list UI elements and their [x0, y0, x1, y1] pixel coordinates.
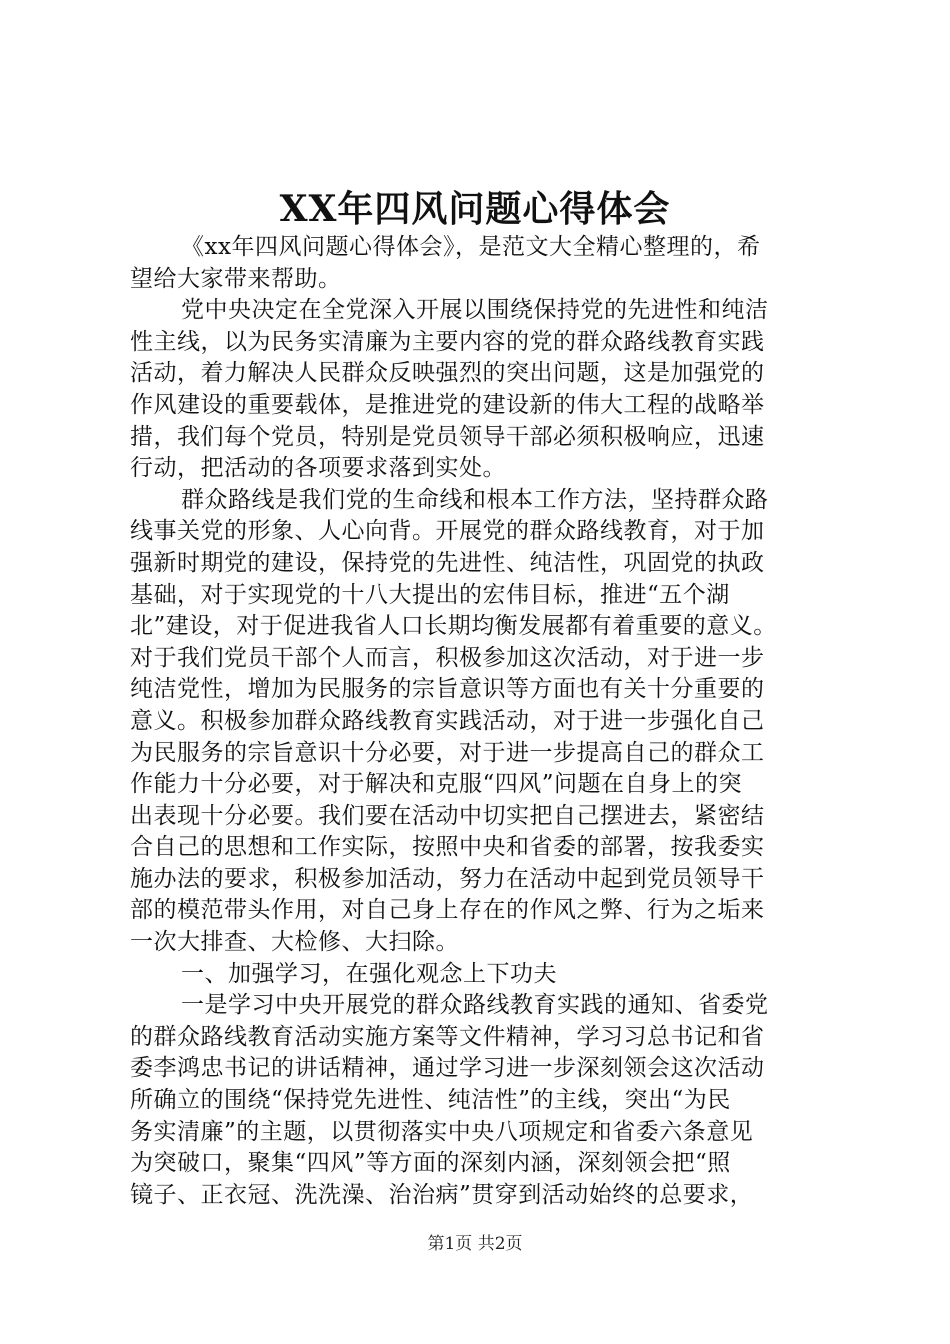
text-line: 出表现十分必要。我们要在活动中切实把自己摆进去，紧密结: [130, 802, 765, 829]
page-indicator: 第1页 共2页: [427, 1234, 523, 1254]
text-line: 行动，把活动的各项要求落到实处。: [130, 455, 506, 482]
text-line: 活动，着力解决人民群众反映强烈的突出问题，这是加强党的: [130, 360, 765, 387]
text-line: 北”建设，对于促进我省人口长期均衡发展都有着重要的意义。: [130, 613, 777, 640]
text-line: 纯洁党性，增加为民服务的宗旨意识等方面也有关十分重要的: [130, 676, 765, 703]
text-line: 一是学习中央开展党的群众路线教育实践的通知、省委党: [181, 992, 769, 1019]
text-line: 群众路线是我们党的生命线和根本工作方法，坚持群众路: [181, 486, 769, 513]
text-line: 强新时期党的建设，保持党的先进性、纯洁性，巩固党的执政: [130, 549, 765, 576]
text-line: 作能力十分必要，对于解决和克服“四风”问题在自身上的突: [130, 771, 743, 798]
section-heading: 一、加强学习，在强化观念上下功夫: [181, 960, 557, 987]
text-line: 的群众路线教育活动实施方案等文件精神，学习习总书记和省: [130, 1023, 765, 1050]
text-line: 线事关党的形象、人心向背。开展党的群众路线教育，对于加: [130, 518, 765, 545]
text-line: 施办法的要求，积极参加活动，努力在活动中起到党员领导干: [130, 865, 765, 892]
text-line: 所确立的围绕“保持党先进性、纯洁性”的主线，突出“为民: [130, 1087, 731, 1114]
text-line: 对于我们党员干部个人而言，积极参加这次活动，对于进一步: [130, 644, 765, 671]
text-line: 合自己的思想和工作实际，按照中央和省委的部署，按我委实: [130, 834, 765, 861]
text-line: 镜子、正衣冠、洗洗澡、治治病”贯穿到活动始终的总要求，: [130, 1181, 754, 1208]
text-line: 一次大排查、大检修、大扫除。: [130, 929, 459, 956]
text-line: 措，我们每个党员，特别是党员领导干部必须积极响应，迅速: [130, 423, 765, 450]
text-line: 望给大家带来帮助。: [130, 265, 342, 292]
text-line: 为民服务的宗旨意识十分必要，对于进一步提高自己的群众工: [130, 739, 765, 766]
text-line: 委李鸿忠书记的讲话精神，通过学习进一步深刻领会这次活动: [130, 1055, 765, 1082]
text-line: 意义。积极参加群众路线教育实践活动，对于进一步强化自己: [130, 707, 765, 734]
text-line: 为突破口，聚集“四风”等方面的深刻内涵，深刻领会把“照: [130, 1150, 731, 1177]
text-line: 基础，对于实现党的十八大提出的宏伟目标，推进“五个湖: [130, 581, 730, 608]
text-line: 党中央决定在全党深入开展以围绕保持党的先进性和纯洁: [181, 297, 769, 324]
document-body: [130, 232, 830, 1211]
text-line: 《xx年四风问题心得体会》，是范文大全精心整理的，希: [181, 234, 761, 260]
text-line: 务实清廉”的主题，以贯彻落实中央八项规定和省委六条意见: [130, 1118, 754, 1145]
text-line: 性主线，以为民务实清廉为主要内容的党的群众路线教育实践: [130, 328, 765, 355]
text-line: 作风建设的重要载体，是推进党的建设新的伟大工程的战略举: [130, 391, 765, 418]
document-title: XX年四风问题心得体会: [279, 188, 671, 230]
text-line: 部的模范带头作用，对自己身上存在的作风之弊、行为之垢来: [130, 897, 765, 924]
